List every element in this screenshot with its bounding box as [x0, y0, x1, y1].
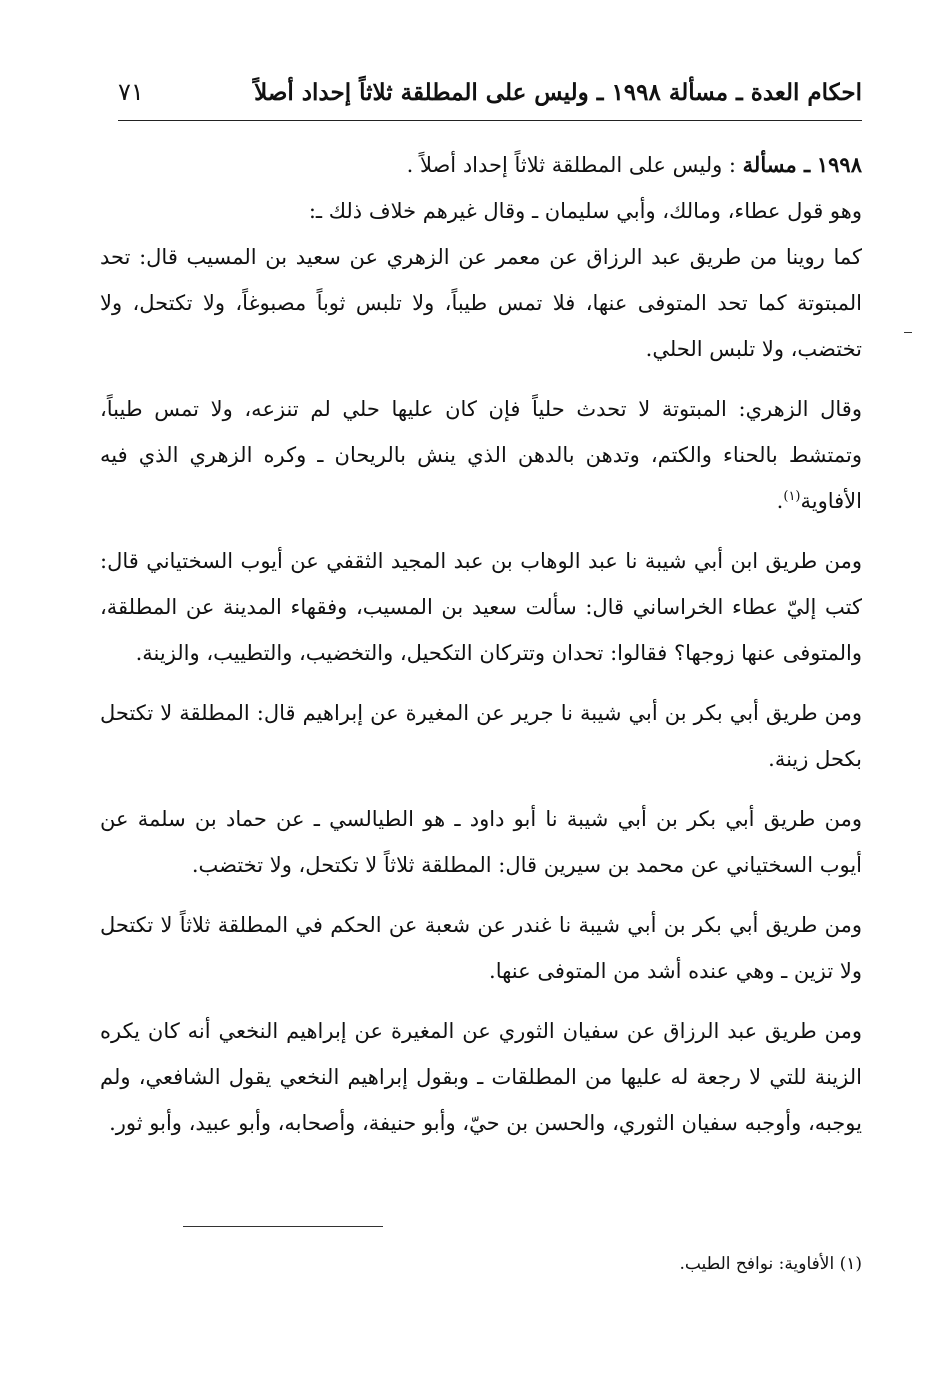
footnote-marker: (١): [783, 489, 801, 504]
body-text: [100, 142, 862, 1160]
issue-heading: [100, 142, 862, 188]
margin-mark: [904, 332, 912, 333]
issue-number: ١٩٩٨: [816, 152, 862, 177]
paragraph-3: [100, 386, 862, 524]
paragraph-3-text: وقال الزهري: المبتوتة لا تحدث حلياً فإن كان عليها حلي لم تنزعه، ولا تمس طيباً، وتمتشط بالحناء والكتم، وتدهن بالدهن الذي ينش بالريحان ـ وكره الزهري الذي فيه الأفاوية: [100, 397, 862, 513]
header-rule: [118, 120, 862, 121]
footnote: (١) الأفاوية: نوافح الطيب.: [679, 1254, 862, 1274]
issue-label: ـ مسألة: [742, 152, 811, 177]
paragraph-8: ومن طريق عبد الرزاق عن سفيان الثوري عن المغيرة عن إبراهيم النخعي أنه كان يكره الزينة للتي لا رجعة له عليها من المطلقات ـ وبقول إبراهيم النخعي يقول الشافعي، ولم يوجبه، وأوجبه سفيان الثوري، والحسن بن حيّ، وأبو حنيفة، وأصحابه، وأبو عبيد، وأبو ثور.: [100, 1019, 862, 1135]
paragraph-3-end: .: [776, 489, 784, 513]
running-head: [118, 72, 862, 112]
paragraph-4: ومن طريق ابن أبي شيبة نا عبد الوهاب بن عبد المجيد الثقفي عن أيوب السختياني قال: كتب إليّ عطاء الخراساني قال: سألت سعيد بن المسيب، وفقهاء المدينة عن المطلقة، والمتوفى عنها زوجها؟ فقالوا: تحدان وتتركان التكحيل، والتخضيب، والتطييب، والزينة.: [100, 549, 862, 665]
paragraph-6: ومن طريق أبي بكر بن أبي شيبة نا أبو داود ـ هو الطيالسي ـ عن حماد بن سلمة عن أيوب السختياني عن محمد بن سيرين قال: المطلقة ثلاثاً لا تكتحل، ولا تختضب.: [100, 807, 862, 877]
footnote-rule: [183, 1226, 383, 1227]
running-title: احكام العدة ـ مسألة ١٩٩٨ ـ وليس على المطلقة ثلاثاً إحداد أصلاً: [254, 78, 862, 106]
issue-title: : وليس على المطلقة ثلاثاً إحداد أصلاً .: [406, 153, 736, 177]
paragraph-1: وهو قول عطاء، ومالك، وأبي سليمان ـ وقال غيرهم خلاف ذلك ـ:: [308, 199, 862, 223]
paragraph-2: كما روينا من طريق عبد الرزاق عن معمر عن الزهري عن سعيد بن المسيب قال: تحد المبتوتة كما تحد المتوفى عنها، فلا تمس طيباً، ولا تلبس ثوباً مصبوغاً، ولا تكتحل، ولا تختضب، ولا تلبس الحلي.: [100, 245, 862, 361]
paragraph-7: ومن طريق أبي بكر بن أبي شيبة نا غندر عن شعبة عن الحكم في المطلقة ثلاثاً لا تكتحل ولا تزين ـ وهي عنده أشد من المتوفى عنها.: [100, 913, 862, 983]
page-number: ٧١: [118, 78, 144, 106]
paragraph-5: ومن طريق أبي بكر بن أبي شيبة نا جرير عن المغيرة عن إبراهيم قال: المطلقة لا تكتحل بكحل زينة.: [100, 701, 862, 771]
